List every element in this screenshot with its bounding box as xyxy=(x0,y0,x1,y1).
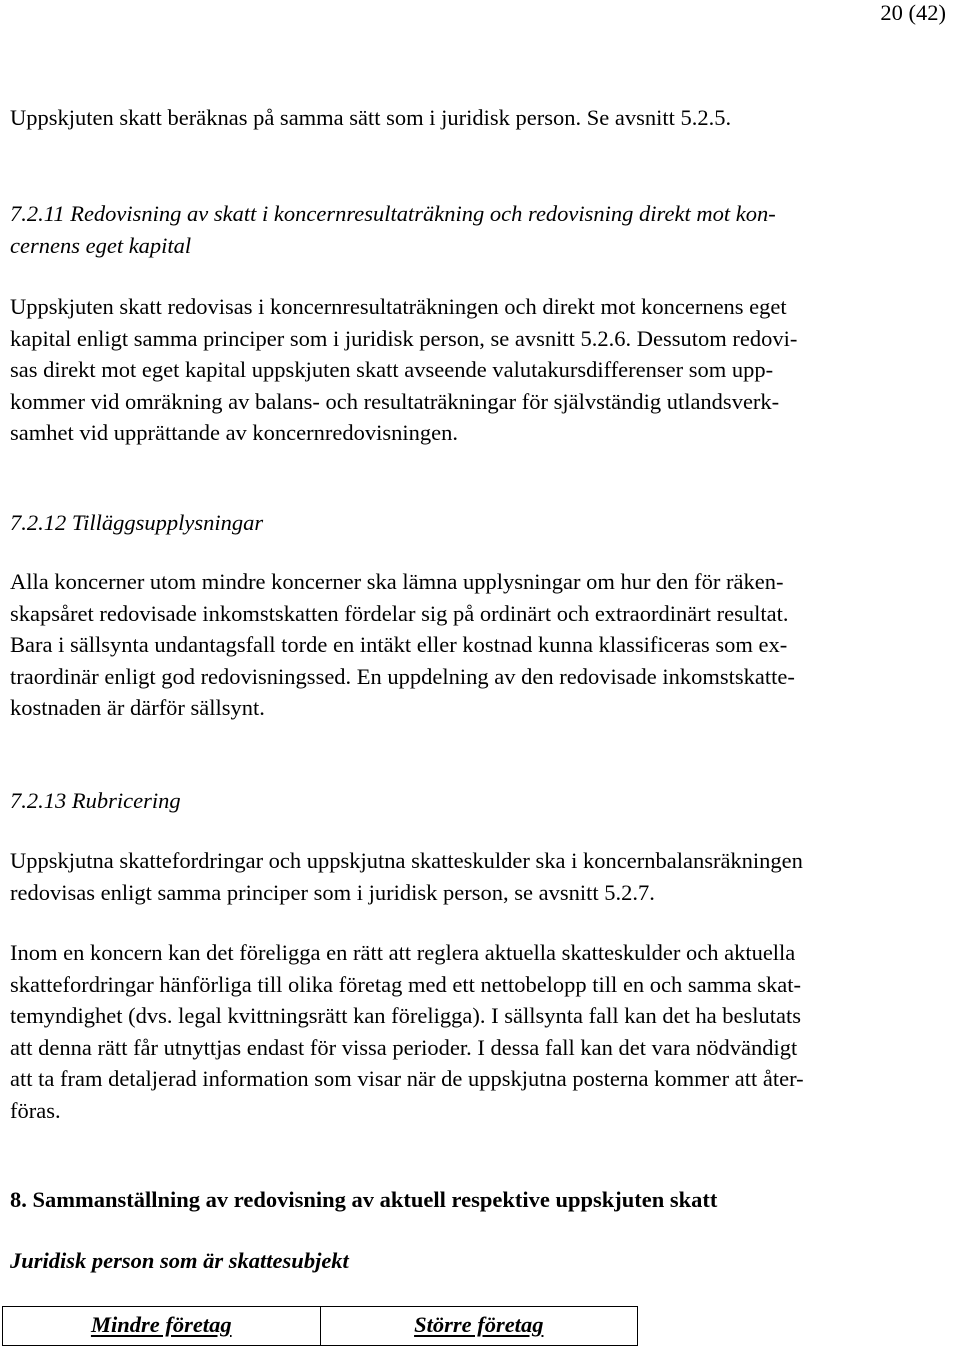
section-heading-8: 8. Sammanställning av redovisning av aktuell respektive uppskjuten skatt xyxy=(10,1187,718,1212)
section-heading-7-2-11: 7.2.11 Redovisning av skatt i koncernresultaträkning och redovisning direkt mot kon- cernens eget kapital xyxy=(10,201,776,258)
table-header-label: Mindre företag xyxy=(90,1312,232,1337)
company-size-table xyxy=(2,1306,638,1346)
intro-paragraph: Uppskjuten skatt beräknas på samma sätt som i juridisk person. Se avsnitt 5.2.5. xyxy=(10,105,732,130)
section-7-2-13-paragraph-2: Inom en koncern kan det föreligga en rätt att reglera aktuella skatteskulder och aktuella skattefordringar hänförliga till olika företag med ett nettobelopp till en och samma skat- temyndighet (dvs. legal kvittningsrätt kan föreligga). I sällsynta fall kan det ha beslutats att denna rätt får utnyttjas endast för vissa perioder. I dessa fall kan det vara nödvändigt att ta fram detaljerad information som visar när de uppskjutna posterna kommer att åter- föras. xyxy=(10,940,804,1123)
table-header-larger-companies xyxy=(320,1307,638,1345)
section-7-2-13-paragraph-1: Uppskjutna skattefordringar och uppskjutna skatteskulder ska i koncernbalansräkningen redovisas enligt samma principer som i juridisk person, se avsnitt 5.2.7. xyxy=(10,848,803,905)
section-heading-7-2-13: 7.2.13 Rubricering xyxy=(10,788,181,813)
section-8-subheading: Juridisk person som är skattesubjekt xyxy=(10,1248,349,1273)
section-7-2-12-paragraph: Alla koncerner utom mindre koncerner ska lämna upplysningar om hur den för räken- skapsåret redovisade inkomstskatten fördelar sig på ordinärt och extraordinärt resultat. Bara i sällsynta undantagsfall torde en intäkt eller kostnad kunna klassificeras som ex- traordinär enligt god redovisningssed. En uppdelning av den redovisade inkomstskatte- kostnaden är därför sällsynt. xyxy=(10,569,795,720)
section-7-2-11-paragraph: Uppskjuten skatt redovisas i koncernresultaträkningen och direkt mot koncernens eget kapital enligt samma principer som i juridisk person, se avsnitt 5.2.6. Dessutom redovi- sas direkt mot eget kapital uppskjuten skatt avseende valutakursdifferenser som upp- kommer vid omräkning av balans- och resultaträkningar för självständig utlandsverk- samhet vid upprättande av koncernredovisningen. xyxy=(10,294,798,445)
page-number: 20 (42) xyxy=(880,0,946,25)
table-header-label: Större företag xyxy=(414,1312,544,1337)
section-heading-7-2-12: 7.2.12 Tilläggsupplysningar xyxy=(10,510,264,535)
table-header-smaller-companies xyxy=(3,1307,320,1345)
